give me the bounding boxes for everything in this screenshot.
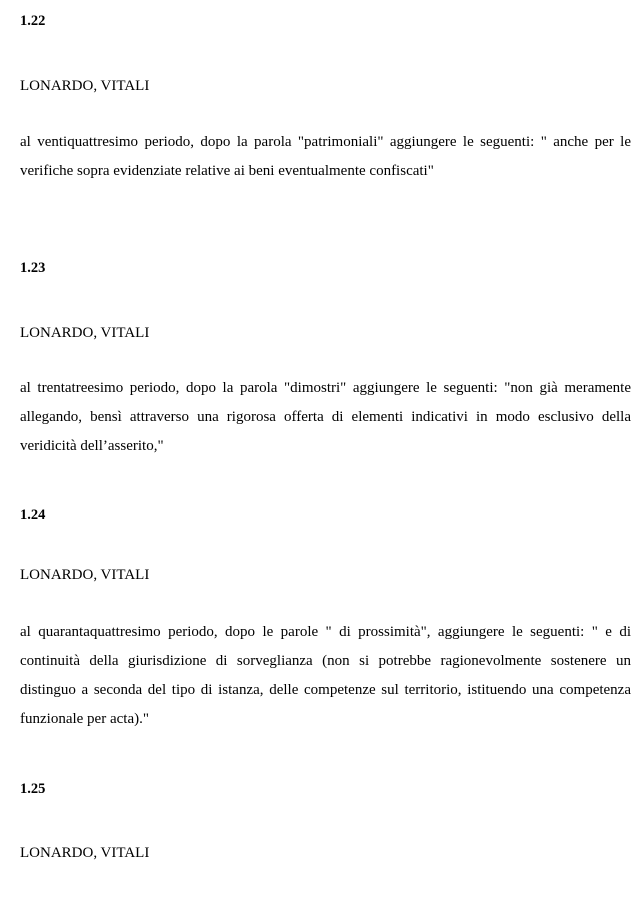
amendment-text: al trentatreesimo periodo, dopo la parola "dimostri" aggiungere le seguenti: "non già meramente allegando, bensì attraverso una rigorosa offerta di elementi indicativi in modo esclusivo della veridicità dell’asserito," bbox=[20, 380, 631, 454]
amendment-authors: LONARDO, VITALI bbox=[20, 78, 150, 94]
amendment-authors: LONARDO, VITALI bbox=[20, 567, 150, 583]
amendment-number: 1.22 bbox=[20, 13, 46, 29]
amendment-text: al quarantaquattresimo periodo, dopo le parole " di prossimità", aggiungere le seguenti: " e di continuità della giurisdizione di sorveglianza (non si potrebbe ragionevolmente sostenere un distinguo a seconda del tipo di istanza, delle competenze sul territorio, istituendo una competenza funzionale per acta)." bbox=[20, 624, 631, 727]
amendment-number: 1.23 bbox=[20, 260, 46, 276]
amendment-number: 1.24 bbox=[20, 507, 46, 523]
amendment-number: 1.25 bbox=[20, 781, 46, 797]
amendment-authors: LONARDO, VITALI bbox=[20, 325, 150, 341]
amendment-authors: LONARDO, VITALI bbox=[20, 845, 150, 861]
amendment-text: al ventiquattresimo periodo, dopo la parola "patrimoniali" aggiungere le seguenti: " anche per le verifiche sopra evidenziate relative ai beni eventualmente confiscati" bbox=[20, 134, 631, 179]
